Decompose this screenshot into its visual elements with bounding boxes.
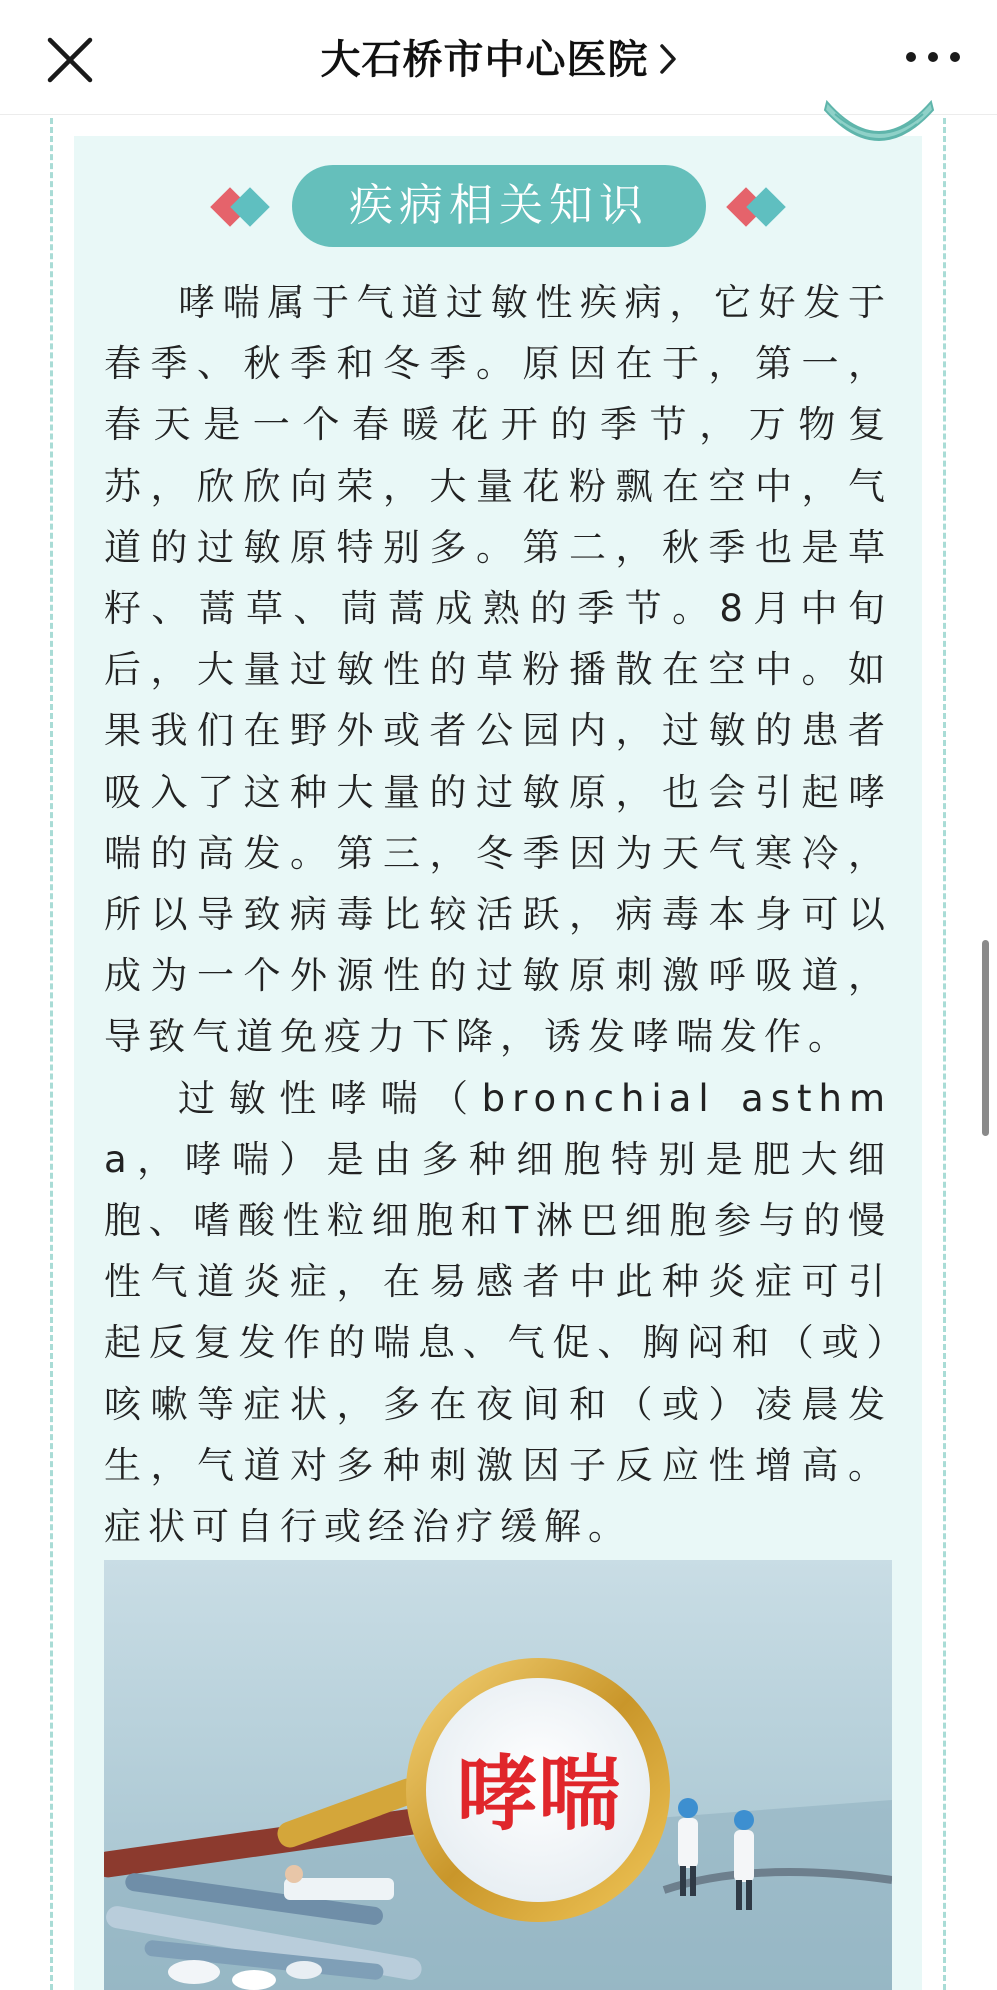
more-dots-icon[interactable] xyxy=(905,44,961,70)
article-paragraph: 哮喘属于气道过敏性疾病，它好发于春季、秋季和冬季。原因在于，第一，春天是一个春暖花开的季节，万物复苏，欣欣向荣，大量花粉飘在空中，气道的过敏原特别多。第二，秋季也是草籽、蒿草、茼蒿成熟的季节。8月中旬后，大量过敏性的草粉播散在空中。如果我们在野外或者公园内，过敏的患者吸入了这种大量的过敏原，也会引起哮喘的高发。第三，冬季因为天气寒冷，所以导致病毒比较活跃，病毒本身可以成为一个外源性的过敏原刺激呼吸道，导致气道免疫力下降，诱发哮喘发作。 xyxy=(104,281,892,1059)
article-body xyxy=(104,272,892,1557)
article-paragraph: 过敏性哮喘（bronchial asthma，哮喘）是由多种细胞特别是肥大细胞、嗜酸性粒细胞和T淋巴细胞参与的慢性气道炎症，在易感者中此种炎症可引起反复发作的喘息、气促、胸闷和（或）咳嗽等症状，多在夜间和（或）凌晨发生，气道对多种刺激因子反应性增高。症状可自行或经治疗缓解。 xyxy=(104,1076,892,1549)
section-heading xyxy=(0,165,997,249)
account-name-link[interactable] xyxy=(0,28,997,85)
chevron-right-icon xyxy=(659,43,677,75)
account-name: 大石桥市中心医院 xyxy=(320,37,649,83)
scrollbar-thumb[interactable] xyxy=(982,940,989,1136)
mask-decoration-icon xyxy=(821,92,937,148)
asthma-illustration xyxy=(104,1560,892,1990)
asthma-illustration-image xyxy=(104,1560,892,1990)
magnifier-text: 哮喘 xyxy=(455,1747,621,1842)
diamond-ornament-icon xyxy=(722,183,792,231)
section-heading-title: 疾病相关知识 xyxy=(292,165,706,247)
diamond-ornament-icon xyxy=(206,183,276,231)
